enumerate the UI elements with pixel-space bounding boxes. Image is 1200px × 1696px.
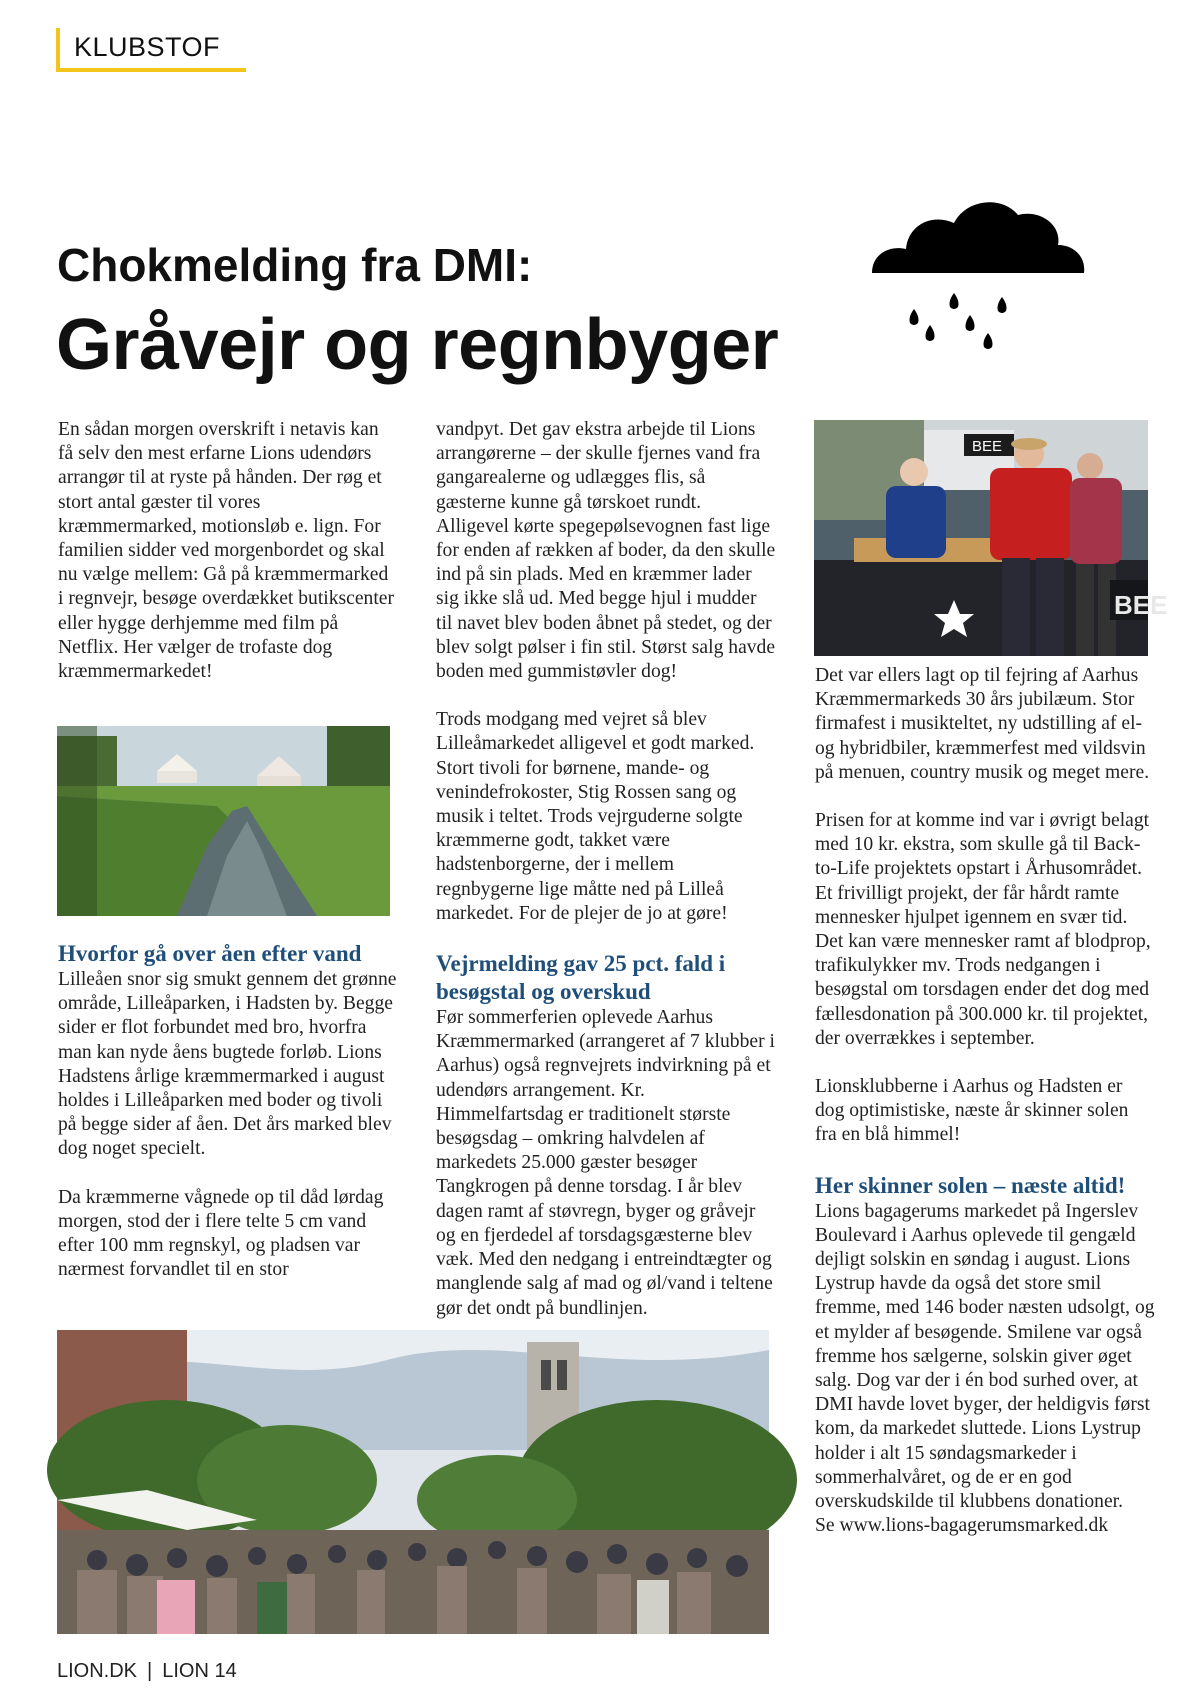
column-1-bottom — [58, 940, 398, 1282]
market-stall-photo — [814, 420, 1168, 656]
stall-sign-text: BEE — [1114, 590, 1168, 620]
paragraph: Før sommerferien oplevede Aarhus Kræmmermarked (arrangeret af 7 klubber i Aarhus) også regnvejrets indvirkning på et udendørs arrangement. Kr. Himmelfartsdag er traditionelt største besøgsdag – omkring halvdelen af markedets 25.000 gæster besøger Tangkrogen på denne torsdag. I år blev dagen ramt af støvregn, byger og gråvejr og en fjerdedel af torsdagsgæsterne blev væk. Med den nedgang i entreindtægter og manglende salg af mad og øl/vand i teltene gør det ondt på bundlinjen. — [436, 1007, 775, 1319]
footer-separator: | — [147, 1660, 153, 1682]
column-1-top — [58, 418, 398, 684]
paragraph: Lilleåen snor sig smukt gennem det grønne område, Lilleåparken, i Hadsten by. Begge sider er flot forbundet med bro, hvorfra man kan nyde åens bugtede forløb. Lions Hadstens årlige kræmmermarked i august holdes i Lilleåparken med boder og tivoli på begge sider af åen. Det års marked blev dog noget specielt. — [58, 969, 397, 1160]
paragraph: Lions bagagerums markedet på Ingerslev Boulevard i Aarhus oplevede til gengæld dejligt solskin en søndag i august. Lions Lystrup havde da også det store smil fremme, med 146 boder næsten udsolgt, og et mylder af besøgende. Smilene var også fremme hos sælgerne, solskin giver øget salg. Dog var der i én bod surhed over, at DMI havde lovet byger, der heldigvis først kom, da markedet sluttede. Lions Lystrup holder i alt 15 søndagsmarkeder i sommerhalvåret, og de er en god overskudskilde til klubbens donationer. — [815, 1200, 1155, 1513]
river-photo — [57, 726, 390, 916]
paragraph: vandpyt. Det gav ekstra arbejde til Lions arrangørerne – der skulle fjernes vand fra gangarealerne og udlægges flis, så gæsterne kunne gå tørskoet rundt. Alligevel kørte spegepølsevognen fast lige for enden af rækken af boder, da den skulle ind på sin plads. Med en kræmmer lader sig ikke slå ud. Med begge hjul i mudder til navet blev boden åbnet på stedet, og der blev solgt pølser i fin stil. Størst salg havde boden med gummistøvler dog! — [436, 419, 776, 683]
column-2 — [436, 418, 776, 1321]
section-tag — [56, 28, 246, 72]
article-kicker: Chokmelding fra DMI: — [57, 239, 533, 291]
article-headline: Gråvejr og regnbyger — [56, 305, 779, 385]
paragraph: Lionsklubberne i Aarhus og Hadsten er dog optimistiske, næste år skinner solen fra en blå himmel! — [815, 1076, 1129, 1146]
crowd-boulevard-photo — [57, 1330, 769, 1634]
footer-site: LION.DK — [57, 1660, 138, 1682]
banner-text: BEE — [972, 438, 1003, 455]
paragraph: Det var ellers lagt op til fejring af Aarhus Kræmmermarkeds 30 års jubilæum. Stor firmafest i musikteltet, ny udstilling af el- og hybridbiler, kræmmerfest med vildsvin på menuen, country musik og meget mere. — [815, 665, 1150, 783]
column-3 — [815, 664, 1155, 1539]
subhead: Hvorfor gå over åen efter vand — [58, 941, 362, 966]
paragraph: Trods modgang med vejret så blev Lilleåmarkedet alligevel et godt marked. Stort tivoli for børnene, mande- og venindefrokoster, Stig Rossen sang og musik i teltet. Trods vejrguderne solgte kræmmerne godt, takket være hadstenborgerne, der i mellem regnbygerne lige måtte ned på Lilleå markedet. For de plejer de jo at gøre! — [436, 709, 755, 924]
paragraph: Prisen for at komme ind var i øvrigt belagt med 10 kr. ekstra, som skulle gå til Back-to-Life projektets opstart i Århusområdet. Et frivilligt projekt, der får hårdt ramte mennesker hjulpet igennem en svær tid. Det kan være mennesker ramt af blodprop, trafikulykker mv. Trods nedgangen i besøgstal om torsdagen ender det dog med fællesdonation på 300.000 kr. til projektet, der overrækkes i september. — [815, 810, 1151, 1049]
subhead: Vejrmelding gav 25 pct. fald i besøgstal og overskud — [436, 951, 726, 1005]
subhead: Her skinner solen – næste altid! — [815, 1172, 1126, 1198]
paragraph: En sådan morgen overskrift i netavis kan få selv den mest erfarne Lions udendørs arrangør til at ryste på hånden. Der røg et stort antal gæster til vores kræmmermarked, motionsløb e. lign. For familien sidder ved morgenbordet og skal nu vælge mellem: Gå på kræmmermarked i regnvejr, besøge overdækket butikscenter eller hygge derhjemme med film på Netflix. Her vælger de trofaste dog kræmmermarkedet! — [58, 419, 395, 683]
web-link[interactable]: Se www.lions-bagagerumsmarked.dk — [815, 1515, 1109, 1537]
page-footer — [57, 1660, 237, 1683]
rain-cloud-icon — [862, 185, 1092, 355]
paragraph: Da kræmmerne vågnede op til dåd lørdag morgen, stod der i flere telte 5 cm vand efter 100 mm regnskyl, og pladsen var nærmest forvandlet til en stor — [58, 1186, 384, 1281]
section-label: KLUBSTOF — [74, 32, 221, 62]
footer-page: LION 14 — [162, 1660, 237, 1682]
